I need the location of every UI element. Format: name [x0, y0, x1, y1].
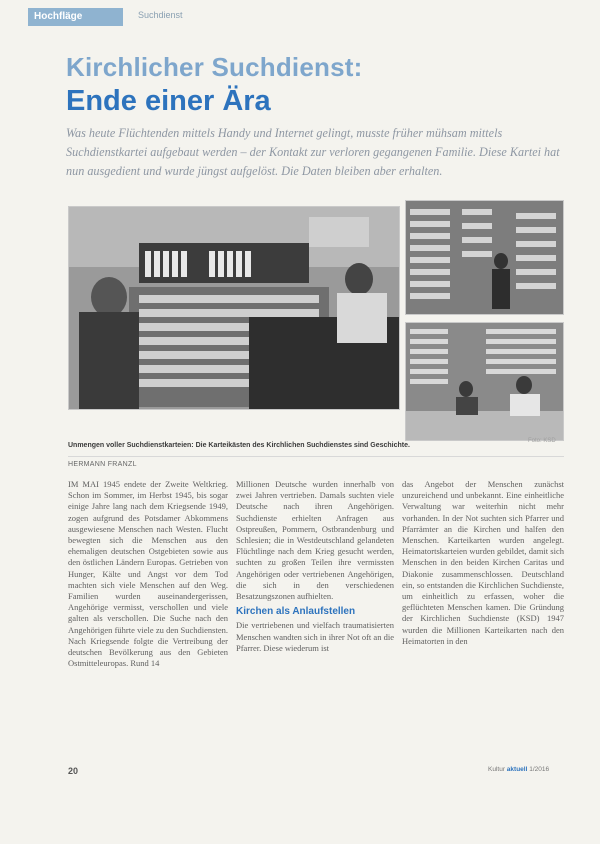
section-subtitle: Suchdienst: [138, 10, 183, 20]
archive-photo-top: [405, 200, 564, 315]
photo-credit: Foto: KSD: [528, 438, 556, 444]
text-column-1: [68, 479, 228, 669]
photo-caption: Unmengen voller Suchdienstkarteien: Die Karteikästen des Kirchlichen Suchdienstes sind Geschichte.: [68, 442, 410, 449]
text-column-2: [236, 479, 394, 654]
body-paragraph: IM MAI 1945 endete der Zweite Weltkrieg. Schon im Sommer, im Herbst 1945, bis sogar einige Jahre lang nach dem Kriegsende 1949, zogen aufgrund des Potsdamer Abkommens ausgewiesene Menschen nach Westen. Flucht bewegten sich die Menschen aus den ehemaligen deutschen Ostgebieten sowie aus den östlichen Ländern Europas. Getrieben von Hunger, Kälte und Angst vor dem Tod machten sich viele Menschen auf den Weg. Familien wurden auseinandergerissen, Angehörige vermisst, verschollen und viele galten als verschollen. Die Suche nach den Angehörigen führte viele zu den Suchdiensten. Nach Kriegsende folgte die Vertreibung der deutschen Bevölkerung aus den Gebieten Ostmitteleuropas. Rund 14: [68, 479, 228, 669]
footer-source-suffix: 1/2016: [529, 766, 550, 773]
article-kicker: Kirchlicher Suchdienst:: [66, 52, 363, 82]
author-byline: HERMANN FRANZL: [68, 461, 137, 468]
subheading: Kirchen als Anlaufstellen: [236, 606, 356, 618]
body-paragraph: Millionen Deutsche wurden innerhalb von zwei Jahren vertrieben. Damals suchten viele Deutsche nach ihren Angehörigen. Suchdienste erhielten Anfragen aus Ostpreußen, Pommern, Ostbrandenburg und Schlesien; die in Westdeutschland gelandeten Flüchtlinge nach dem Krieg gesucht werden, suchten zu großen Teilen ihre vermissten Angehörigen oder vertriebenen Angehörigen, die sich in den verschiedenen Besatzungszonen aufhielten.: [236, 479, 394, 602]
section-tab: Hochfläge: [28, 8, 123, 26]
body-paragraph: das Angebot der Menschen zunächst unzureichend und unbekannt. Eine einheitliche Verwaltung war weiterhin nicht mehr vorhanden. In der Not suchten sich Pfarrer und Pfarrämter an die Kirchen und halfen den Menschen. Karteikarten wurden angelegt. Heimatortskarteien wurden gebildet, damit sich Menschen in den beiden Kirchen Caritas und Diakonie zusammenschlossen. Deutschland ein, so entstanden die Kirchlichen Suchdienste, um einheitlich zu erfassen, woher die geflüchteten Menschen kamen. Die Gründung der Kirchlichen Suchdienste (KSD) 1947 wurden die Millionen Karteikarten nach den Heimatorten in den: [402, 479, 564, 646]
divider: [68, 456, 564, 457]
footer-source: [488, 766, 549, 773]
footer-source-brand: aktuell: [506, 766, 528, 773]
main-photo: [68, 206, 400, 410]
archive-photo-bottom: [405, 322, 564, 441]
body-paragraph: Die vertriebenen und vielfach traumatisierten Menschen wandten sich in ihrer Not oft an die Pfarrer. Diese wiederum ist: [236, 620, 394, 653]
footer-source-prefix: Kultur: [488, 766, 505, 773]
article-headline: Ende einer Ära: [66, 85, 271, 117]
text-column-3: [402, 479, 564, 647]
page-number: 20: [68, 766, 79, 776]
article-lead: Was heute Flüchtenden mittels Handy und Internet gelingt, musste früher mühsam mittels Suchdienstkartei aufgebaut werden – der Kontakt zur verloren gegangenen Familie. Diese Kartei hat nun ausgedient und wurde jüngst aufgelöst. Die Daten bleiben aber erhalten.: [66, 126, 560, 178]
